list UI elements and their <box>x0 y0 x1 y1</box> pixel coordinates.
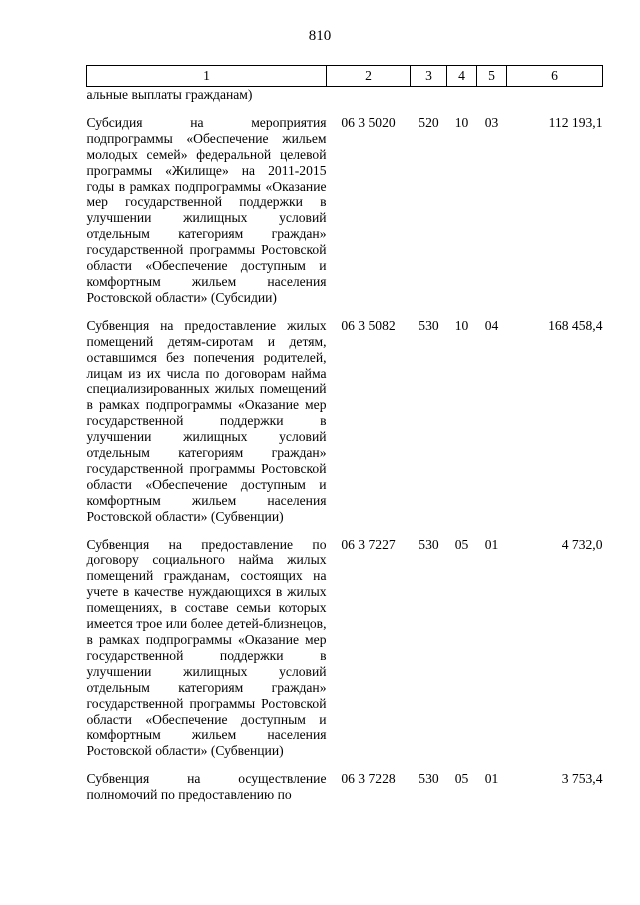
column-header-5: 5 <box>477 66 507 87</box>
continuation-text: альные выплаты гражданам) <box>86 87 253 102</box>
row-code: 06 3 5020 <box>341 114 396 130</box>
row-description: Субсидия на мероприятия подпрограммы «Обеспечение жильем молодых семей» федеральной целевой программы «Жилище» на 2011-2015 годы в рамках подпрограммы «Оказание мер государственной поддержки в улучшении жилищных условий отдельным категориям граждан» государственной программы Ростовской области «Обеспечение доступным и комфортным жильем населения Ростовской области» (Субсидии) <box>86 114 327 305</box>
row-vr: 530 <box>418 771 439 787</box>
budget-table <box>86 65 603 803</box>
row-code: 06 3 7227 <box>341 536 396 552</box>
row-rz: 10 <box>454 317 469 333</box>
column-header-1: 1 <box>87 66 327 87</box>
row-code: 06 3 7228 <box>341 771 396 787</box>
row-description: Субвенция на осуществление полномочий по предоставлению по <box>86 771 327 803</box>
column-header-4: 4 <box>447 66 477 87</box>
column-header-2: 2 <box>327 66 411 87</box>
row-rz: 05 <box>454 536 469 552</box>
table-header-row <box>87 66 603 87</box>
row-vr: 520 <box>418 114 439 130</box>
row-pr: 01 <box>484 536 499 552</box>
column-header-3: 3 <box>411 66 447 87</box>
row-amount: 112 193,1 <box>548 114 603 130</box>
table-row <box>87 759 603 803</box>
row-amount: 168 458,4 <box>548 317 603 333</box>
row-pr: 01 <box>484 771 499 787</box>
table-row <box>87 306 603 525</box>
column-header-6: 6 <box>507 66 603 87</box>
row-description: Субвенция на предоставление по договору социального найма жилых помещений гражданам, состоящих на учете в качестве нуждающихся в жилых помещениях, в составе семьи которых имеется трое или более детей-близнецов, в рамках подпрограммы «Оказание мер государственной поддержки в улучшении жилищных условий отдельным категориям граждан» государственной программы Ростовской области «Обеспечение доступным и комфортным жильем населения Ростовской области» (Субвенции) <box>86 536 327 759</box>
row-code: 06 3 5082 <box>341 317 396 333</box>
table-row <box>87 103 603 306</box>
row-rz: 05 <box>454 771 469 787</box>
row-pr: 03 <box>484 114 499 130</box>
table-row <box>87 525 603 760</box>
page-number: 810 <box>308 28 332 44</box>
row-vr: 530 <box>418 536 439 552</box>
row-pr: 04 <box>484 317 499 333</box>
row-amount: 4 732,0 <box>561 536 603 552</box>
row-amount: 3 753,4 <box>561 771 603 787</box>
row-vr: 530 <box>418 317 439 333</box>
continuation-row <box>87 87 603 103</box>
row-rz: 10 <box>454 114 469 130</box>
row-description: Субвенция на предоставление жилых помещений детям-сиротам и детям, оставшимся без попечения родителей, лицам из их числа по договорам найма специализированных жилых помещений в рамках подпрограммы «Оказание мер государственной поддержки в улучшении жилищных условий отдельным категориям граждан» государственной программы Ростовской области «Обеспечение доступным и комфортным жильем населения Ростовской области» (Субвенции) <box>86 317 327 524</box>
